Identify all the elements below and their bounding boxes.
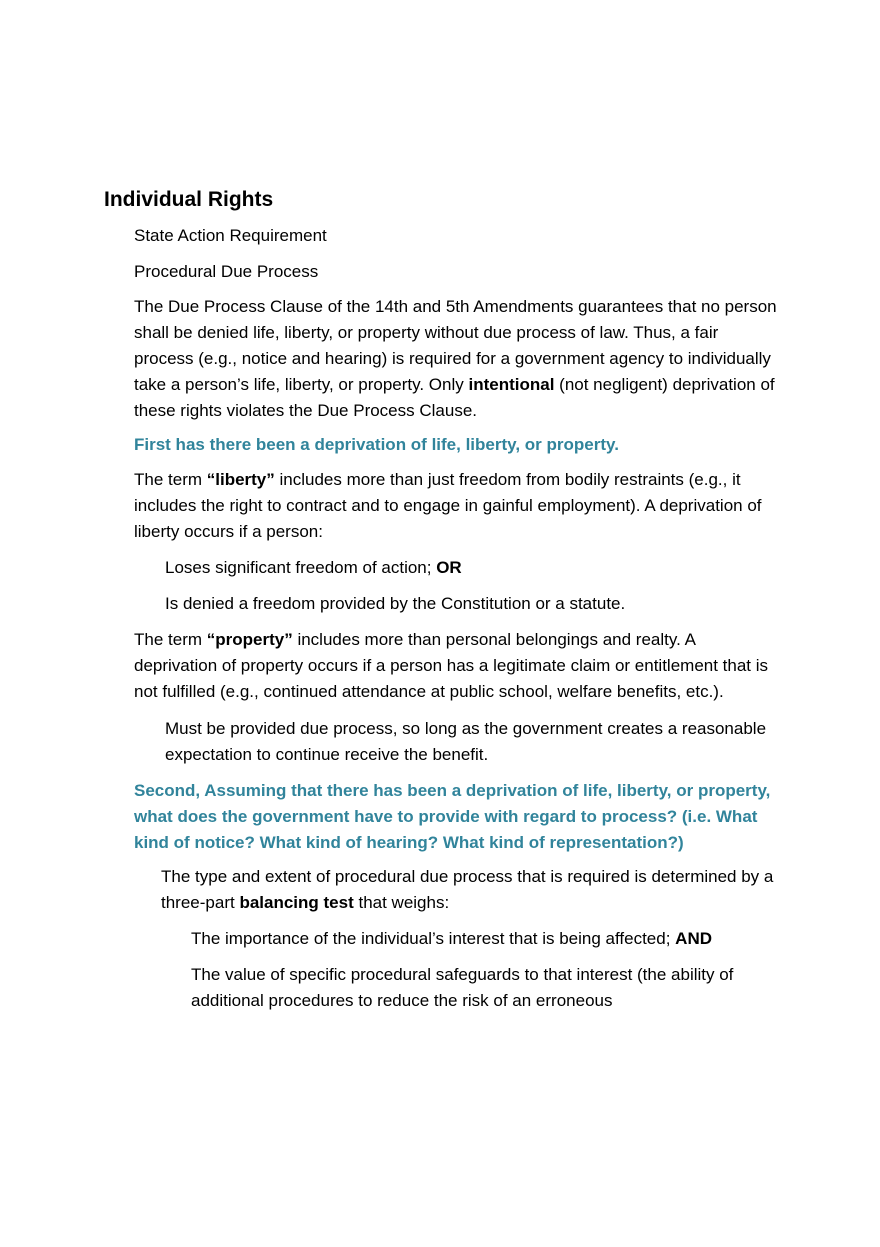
balancing-item-2 bbox=[191, 962, 761, 1014]
liberty-text-2: includes more than just freedom from bodily restraints (e.g., it includes the right to contract and to engage in gainful employment). A deprivation of liberty occurs if a person: bbox=[134, 470, 762, 541]
liberty-item-1-or: OR bbox=[436, 558, 462, 577]
balancing-item-1-and: AND bbox=[675, 929, 713, 948]
property-text-1: The term bbox=[134, 630, 207, 649]
balancing-text-2: that weighs: bbox=[353, 893, 450, 912]
subheading-procedural-due-process: Procedural Due Process bbox=[134, 262, 319, 281]
balancing-item-1-text: The importance of the individual’s interest that is being affected; bbox=[191, 929, 676, 948]
liberty-item-1 bbox=[165, 555, 805, 581]
page-title: Individual Rights bbox=[104, 188, 274, 211]
balancing-item-1 bbox=[191, 926, 791, 952]
balancing-text-1: The type and extent of procedural due process that is required is determined by a three-part bbox=[161, 867, 774, 912]
intro-paragraph bbox=[134, 294, 779, 424]
liberty-term: “liberty” bbox=[206, 470, 275, 489]
property-text-2: includes more than personal belongings and realty. A deprivation of property occurs if a person has a legitimate claim or entitlement that is not fulfilled (e.g., continued attendance at public school, welfare benefits, etc.). bbox=[134, 630, 769, 701]
question-one-heading: First has there been a deprivation of life, liberty, or property. bbox=[134, 435, 619, 454]
property-term: “property” bbox=[206, 630, 293, 649]
balancing-item-2-text: The value of specific procedural safeguards to that interest (the ability of additional procedures to reduce the risk of an erroneous bbox=[191, 965, 734, 1010]
balancing-test-term: balancing test bbox=[239, 893, 354, 912]
intro-text-1: The Due Process Clause of the 14th and 5th Amendments guarantees that no person shall be denied life, liberty, or property without due process of law. Thus, a fair process (e.g., notice and hearing) is required for a government agency to individually take a person’s life, liberty, or property. Only bbox=[134, 297, 777, 394]
intro-text-2: (not negligent) deprivation of these rights violates the Due Process Clause. bbox=[134, 375, 775, 420]
liberty-item-2 bbox=[165, 591, 805, 617]
question-two-heading: Second, Assuming that there has been a deprivation of life, liberty, or property, what does the government have to provide with regard to process? (i.e. What kind of notice? What kind of hearing? What kind of representation?) bbox=[134, 781, 771, 852]
liberty-paragraph bbox=[134, 467, 779, 545]
liberty-item-1-text: Loses significant freedom of action; bbox=[165, 558, 437, 577]
property-item: Must be provided due process, so long as the government creates a reasonable expectation to continue receive the benefit. bbox=[165, 719, 767, 764]
intro-bold-intentional: intentional bbox=[468, 375, 555, 394]
liberty-text-1: The term bbox=[134, 470, 207, 489]
balancing-paragraph bbox=[161, 864, 786, 916]
liberty-item-2-text: Is denied a freedom provided by the Constitution or a statute. bbox=[165, 594, 626, 613]
subheading-state-action: State Action Requirement bbox=[134, 226, 327, 245]
property-paragraph bbox=[134, 627, 774, 705]
